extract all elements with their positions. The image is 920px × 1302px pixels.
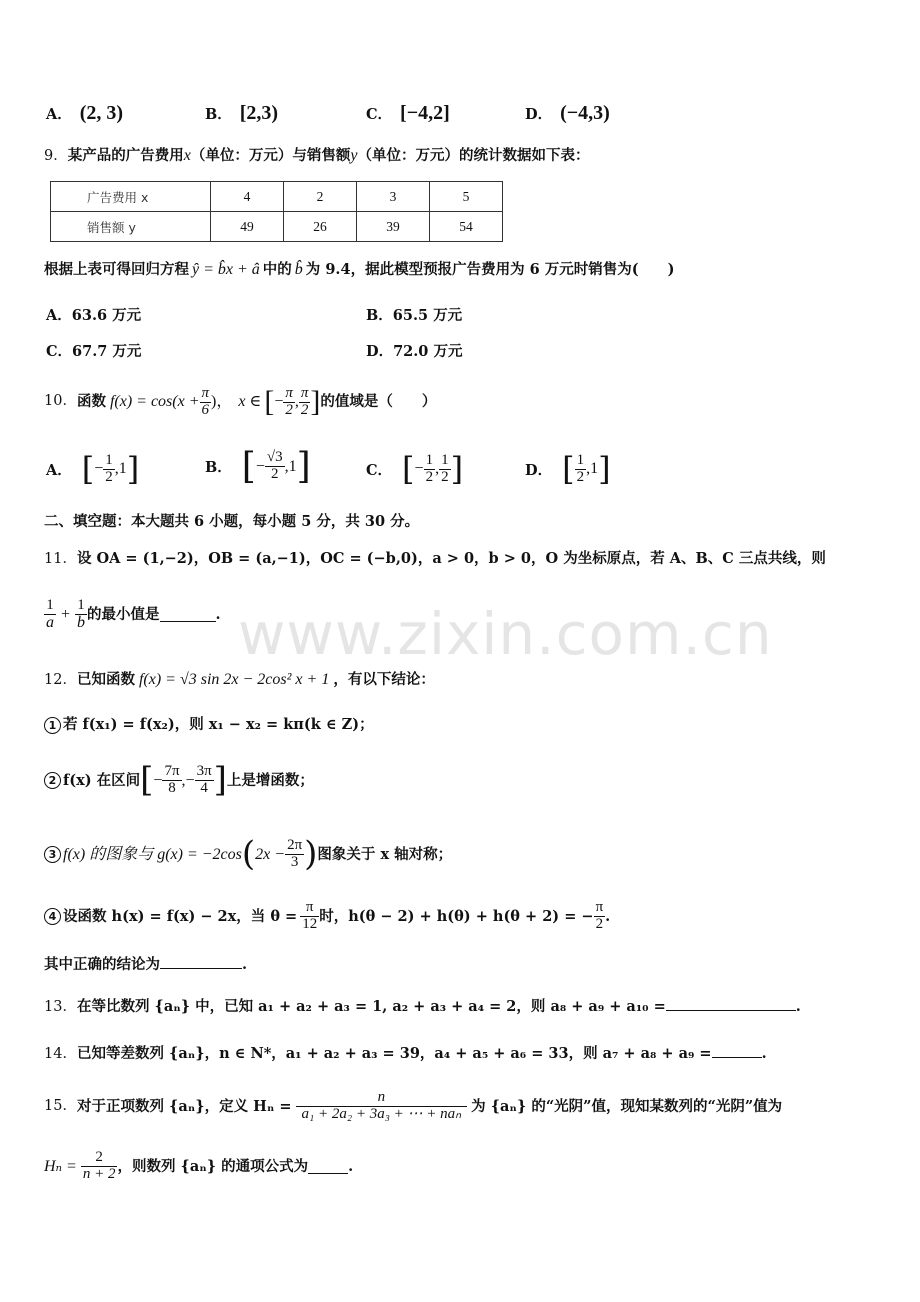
q12-conclusion-4: 4 设函数 h(x) = f(x) − 2x，当 θ = $\frac{\pi}{12}$ 时，h(θ − 2) + h(θ) + h(θ + 2) = − $\frac{\pi}{2}$ . bbox=[44, 900, 610, 933]
q10-stem: 10． 函数 f(x) = cos(x + $\frac{\pi}{6}$ )， x ∈ [ − $\frac{\pi}{2}$ , $\frac{\pi}{2}$ ] 的值域是（ ） bbox=[44, 384, 437, 418]
q9-stem: 9．某产品的广告费用x（单位：万元）与销售额y（单位：万元）的统计数据如下表： bbox=[44, 147, 590, 164]
answer-blank[interactable] bbox=[308, 1159, 348, 1174]
q12-answer-line: 其中正确的结论为 . bbox=[44, 956, 248, 973]
section-heading: 二、填空题：本大题共 6 小题，每小题 5 分，共 30 分。 bbox=[44, 513, 420, 530]
table-cell: 26 bbox=[284, 212, 357, 242]
q8-option-d: D． (−4,3) bbox=[525, 102, 610, 124]
circled-number-icon: 4 bbox=[44, 908, 61, 925]
circled-number-icon: 2 bbox=[44, 772, 61, 789]
table-cell: 3 bbox=[357, 182, 430, 212]
answer-blank[interactable] bbox=[160, 954, 242, 969]
q9-option-c: C．67.7 万元 bbox=[46, 343, 142, 360]
answer-blank[interactable] bbox=[160, 607, 216, 622]
table-cell: 39 bbox=[357, 212, 430, 242]
q11-stem: 11．设 OA = (1,−2)，OB = (a,−1)，OC = (−b,0)，a > 0，b > 0，O 为坐标原点，若 A、B、C 三点共线，则 bbox=[44, 550, 826, 567]
table-row bbox=[51, 182, 503, 212]
q13-stem: 13．在等比数列 {aₙ} 中，已知 a₁ + a₂ + a₃ = 1, a₂ + a₃ + a₄ = 2，则 a₈ + a₉ + a₁₀ = . bbox=[44, 998, 801, 1015]
circled-number-icon: 1 bbox=[44, 717, 61, 734]
q9-option-d: D．72.0 万元 bbox=[366, 343, 463, 360]
q14-stem: 14．已知等差数列 {aₙ}，n ∈ N*，a₁ + a₂ + a₃ = 39，a₄ + a₅ + a₆ = 33，则 a₇ + a₈ + a₉ = . bbox=[44, 1045, 767, 1062]
q10-option-c: C． [ − $\frac{1}{2}$ , $\frac{1}{2}$ ] bbox=[366, 450, 464, 488]
table-header-cell: 广告费用 x bbox=[51, 182, 211, 212]
q8-option-a: A． (2, 3) bbox=[46, 102, 124, 124]
table-cell: 2 bbox=[284, 182, 357, 212]
table-header-cell: 销售额 y bbox=[51, 212, 211, 242]
table-cell: 5 bbox=[430, 182, 503, 212]
answer-blank[interactable] bbox=[712, 1043, 762, 1058]
q10-option-b: B． [ − $\frac{√3}{2}$ ,1 ] bbox=[205, 446, 311, 487]
q9-option-b: B．65.5 万元 bbox=[366, 307, 463, 324]
q12-conclusion-1: 1 若 f(x₁) = f(x₂)，则 x₁ − x₂ = kπ(k ∈ Z)； bbox=[44, 716, 374, 734]
q10-option-a: A． [ − $\frac{1}{2}$ ,1 ] bbox=[46, 450, 140, 488]
q8-option-b: B． [2,3) bbox=[205, 102, 279, 124]
q12-conclusion-2: 2 f(x) 在区间 [ − $\frac{7\pi}{8}$ ,− $\frac{3\pi}{4}$ ] 上是增函数； bbox=[44, 760, 314, 801]
table-row bbox=[51, 212, 503, 242]
q10-option-d: D． [ $\frac{1}{2}$ ,1 ] bbox=[525, 450, 611, 488]
q12-conclusion-3: 3 f(x) 的图象与 g(x) = −2cos ( 2x − $\frac{2\pi}{3}$ ) 图象关于 x 轴对称； bbox=[44, 834, 452, 875]
q9-regression-text: 根据上表可得回归方程 ŷ = b̂x + â 中的 b̂ 为 9.4，据此模型预报广告费用为 6 万元时销售为( ) bbox=[44, 261, 675, 278]
table-cell: 54 bbox=[430, 212, 503, 242]
q11-expression: $\frac{1}{a}$ + $\frac{1}{b}$ 的最小值是 . bbox=[46, 597, 221, 631]
table-cell: 49 bbox=[211, 212, 284, 242]
circled-number-icon: 3 bbox=[44, 846, 61, 863]
q15-stem: 15． 对于正项数列 {aₙ}，定义 Hₙ = $\frac{n}{\text{a₁ + 2a₂ + 3a₃ + ⋯ + naₙ}}$ 为 {aₙ} 的“光阴”值，现知某数列的“光阴”值为 bbox=[44, 1089, 783, 1122]
watermark: www.zixin.com.cn bbox=[238, 600, 773, 668]
q15-line2: Hₙ = $\frac{2}{n + 2}$ ，则数列 {aₙ} 的通项公式为 . bbox=[44, 1149, 354, 1182]
q9-option-a: A．63.6 万元 bbox=[46, 307, 142, 324]
table-cell: 4 bbox=[211, 182, 284, 212]
q8-option-c: C． [−4,2] bbox=[366, 102, 450, 124]
q9-data-table bbox=[50, 181, 503, 242]
answer-blank[interactable] bbox=[666, 996, 796, 1011]
q12-stem: 12．已知函数 f(x) = √3 sin 2x − 2cos² x + 1 ，有以下结论： bbox=[44, 671, 435, 688]
